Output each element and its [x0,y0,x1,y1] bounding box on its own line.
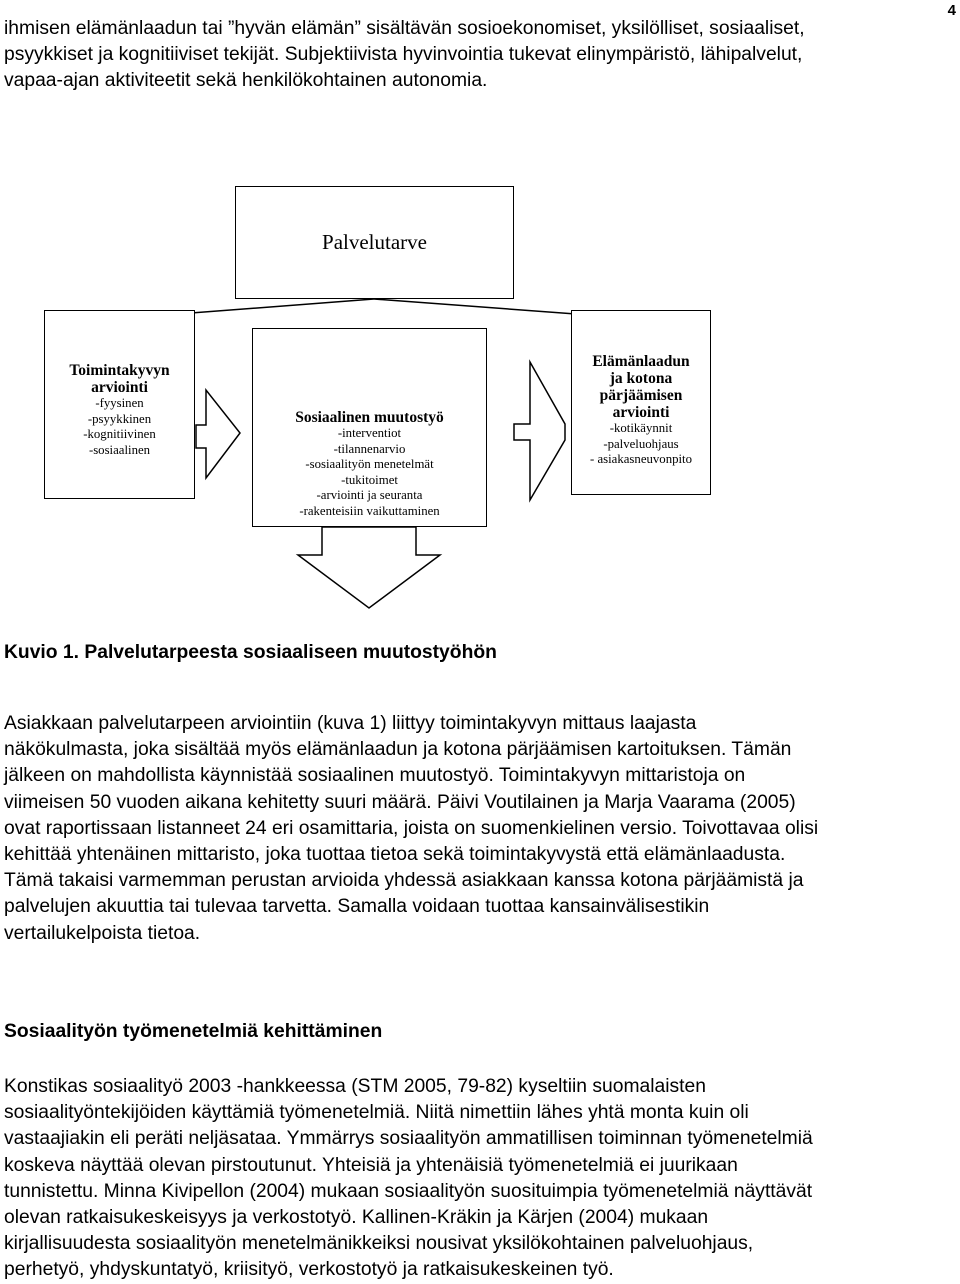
box-item: -psyykkinen [87,411,152,426]
text-line: vastaajiakin eli peräti neljäsataa. Ymmärrys sosiaalityön ammatillisen toiminnan työmenetelmiä [4,1128,813,1150]
figure-caption: Kuvio 1. Palvelutarpeesta sosiaaliseen muutostyöhön [4,642,497,663]
block-arrow-left-to-middle [196,390,240,478]
box-title: arviointi [91,379,148,396]
text-line: Konstikas sosiaalityö 2003 -hankkeessa (STM 2005, 79-82) kyseltiin suomalaisten [4,1076,706,1097]
text-line: vertailukelpoista tietoa. [4,922,201,944]
block-arrow-middle-to-right [514,362,565,500]
intro-paragraph [4,16,956,95]
box-toimintakyvyn-arviointi [44,310,195,499]
box-item: -kognitiivinen [83,427,156,441]
box-palvelutarve [235,186,514,299]
box-item: -arviointi ja seuranta [316,488,423,502]
box-title: Palvelutarve [322,230,427,254]
text-line: vapaa-ajan aktiviteetit sekä henkilökohtainen autonomia. [4,70,488,92]
text-line: sosiaalityöntekijöiden käyttämiä työmenetelmiä. Niitä nimettiin lähes yhtä monta kuin oli [4,1102,749,1124]
box-item: -interventiot [337,426,402,440]
text-line: koskeva näyttää olevan pirstoutunut. Yhteisiä ja yhtenäisiä työmenetelmiä ei juurikaan [4,1154,738,1176]
box-title: pärjäämisen [599,387,683,404]
box-item: -fyysinen [95,396,144,410]
box-sosiaalinen-muutostyo [252,328,487,527]
text-line: viimeisen 50 vuoden aikana kehitetty suuri määrä. Päivi Voutilainen ja Marja Vaarama (2005) [4,791,796,813]
box-item: -rakenteisiin vaikuttaminen [299,503,440,518]
text-line: palvelujen akuuttia tai tulevaa tarvetta. Samalla voidaan tuottaa kansainvälisestikin [4,896,710,918]
text-line: Tämä takaisi varmemman perustan arvioida yhdessä asiakkaan kanssa kotona pärjäämistä ja [4,870,804,892]
text-line: kirjallisuudesta sosiaalityön menetelmänikkeiksi nousivat yksilökohtainen palveluohjaus, [4,1233,754,1255]
box-title: ja kotona [609,370,673,387]
box-item: -tilannenarvio [333,441,406,456]
box-item: -sosiaalinen [88,442,151,457]
text-line: perhetyö, yhdyskuntatyö, kriisityö, verkostotyö ja ratkaisukeskeinen työ. [4,1259,614,1281]
text-line: näkökulmasta, joka sisältää myös elämänlaadun ja kotona pärjäämisen kartoituksen. Tämän [4,739,792,761]
text-line: tunnistettu. Minna Kivipellon (2004) mukaan sosiaalityön suosituimpia työmenetelmiä näyttävät [4,1180,813,1202]
box-title: Sosiaalinen muutostyö [295,409,444,426]
text-line: psyykkiset ja kognitiiviset tekijät. Subjektiivista hyvinvointia tukevat elinympäristö, lähipalvelut, [4,44,803,66]
box-item: -palveluohjaus [603,436,679,451]
text-line: olevan ratkaisukeskeisyys ja verkostotyö. Kallinen-Kräkin ja Kärjen (2004) mukaan [4,1207,709,1229]
text-line: ihmisen elämänlaadun tai ”hyvän elämän” sisältävän sosioekonomiset, yksilölliset, sosiaaliset, [4,18,805,39]
block-arrow-down [298,527,440,608]
page-number: 4 [947,2,956,19]
text-line: kehittää yhtenäinen mittaristo, joka tuottaa tietoa sekä toimintakyvystä että elämänlaadusta. [4,844,786,866]
box-title: arviointi [612,404,670,421]
section-heading: Sosiaalityön työmenetelmiä kehittäminen [4,1021,383,1042]
box-item: - asiakasneuvonpito [590,452,692,466]
section-paragraph [4,1074,956,1284]
box-item: -tukitoimet [341,472,398,487]
box-item: -kotikäynnit [609,421,673,435]
box-elamanlaadun-arviointi [571,310,711,495]
text-line: jälkeen on mahdollista käynnistää sosiaalinen muutostyö. Toimintakyvyn mittaristoja on [4,765,746,787]
text-line: Asiakkaan palvelutarpeen arviointiin (kuva 1) liittyy toimintakyvyn mittaus laajasta [4,713,697,734]
text-line: ovat raportissaan listanneet 24 eri osamittaria, joista on suomenkielinen versio. Toivottavaa olisi [4,817,819,839]
box-title: Toimintakyvyn [69,362,170,379]
box-item: -sosiaalityön menetelmät [305,457,434,471]
box-title: Elämänlaadun [592,353,690,370]
body-paragraph [4,711,956,947]
